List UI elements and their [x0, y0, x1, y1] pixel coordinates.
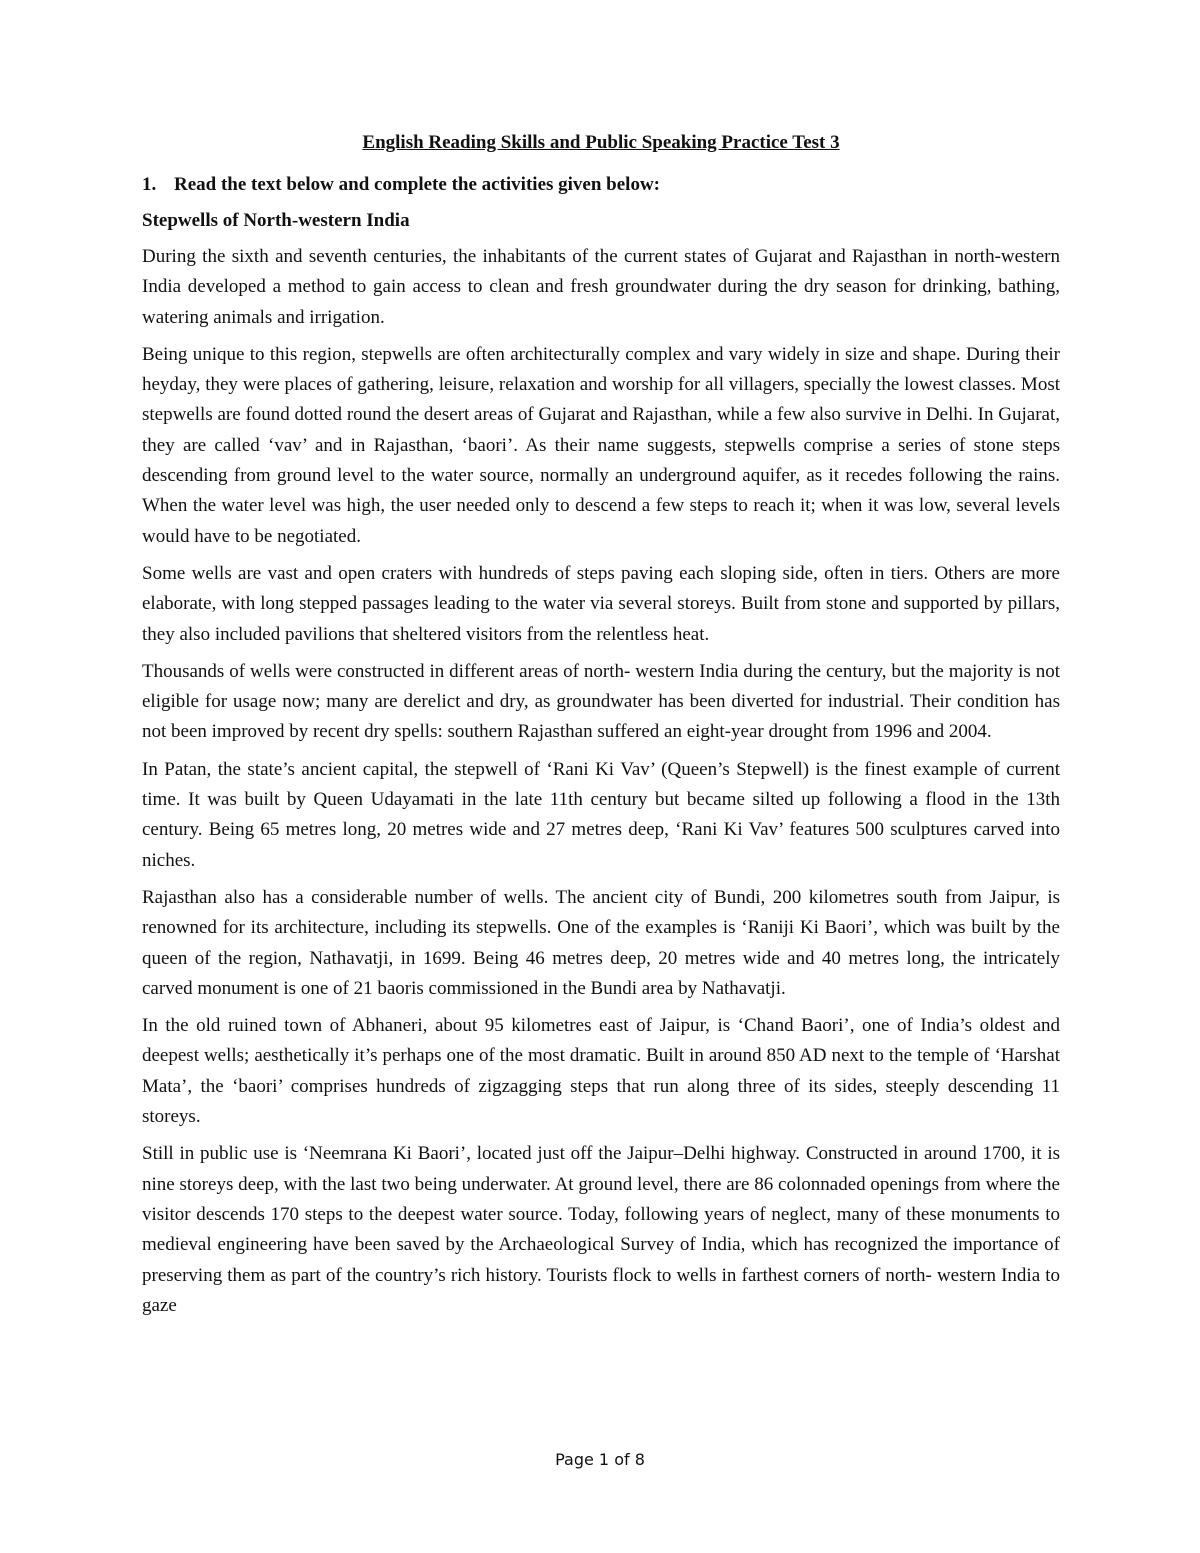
passage-paragraph-6: Rajasthan also has a considerable number of wells. The ancient city of Bundi, 200 kilometres south from Jaipur, is renowned for its architecture, including its stepwells. One of the examples is ‘Raniji Ki Baori’, which was built by the queen of the region, Nathavatji, in 1699. Being 46 metres deep, 20 metres wide and 40 metres long, the intricately carved monument is one of 21 baoris commissioned in the Bundi area by Nathavatji. — [142, 886, 1060, 999]
page-number-label: Page 1 of 8 — [555, 1450, 645, 1469]
passage-paragraph-2: Being unique to this region, stepwells are often architecturally complex and vary widely in size and shape. During their heyday, they were places of gathering, leisure, relaxation and worship for all villagers, specially the lowest classes. Most stepwells are found dotted round the desert areas of Gujarat and Rajasthan, while a few also survive in Delhi. In Gujarat, they are called ‘vav’ and in Rajasthan, ‘baori’. As their name suggests, stepwells comprise a series of stone steps descending from ground level to the water source, normally an underground aquifer, as it recedes following the rains. When the water level was high, the user needed only to descend a few steps to reach it; when it was low, several levels would have to be negotiated. — [142, 343, 1060, 547]
question-prompt — [142, 170, 1060, 200]
document-body — [142, 128, 1060, 1328]
passage-paragraph-8: Still in public use is ‘Neemrana Ki Baori’, located just off the Jaipur–Delhi highway. Constructed in around 1700, it is nine storeys deep, with the last two being underwater. At ground level, there are 86 colonnaded openings from where the visitor descends 170 steps to the deepest water source. Today, following years of neglect, many of these monuments to medieval engineering have been saved by the Archaeological Survey of India, which has recognized the importance of preserving them as part of the country’s rich history. Tourists flock to wells in farthest corners of north- western India to gaze — [142, 1143, 1060, 1316]
passage-paragraph-5: In Patan, the state’s ancient capital, the stepwell of ‘Rani Ki Vav’ (Queen’s Stepwell) is the finest example of current time. It was built by Queen Udayamati in the late 11th century but became silted up following a flood in the 13th century. Being 65 metres long, 20 metres wide and 27 metres deep, ‘Rani Ki Vav’ features 500 sculptures carved into niches. — [142, 758, 1060, 871]
passage-paragraph-3: Some wells are vast and open craters with hundreds of steps paving each sloping side, often in tiers. Others are more elaborate, with long stepped passages leading to the water via several storeys. Built from stone and supported by pillars, they also included pavilions that sheltered visitors from the relentless heat. — [142, 562, 1060, 645]
question-text: Read the text below and complete the activities given below: — [174, 174, 661, 195]
passage-paragraph-7: In the old ruined town of Abhaneri, about 95 kilometres east of Jaipur, is ‘Chand Baori’, one of India’s oldest and deepest wells; aesthetically it’s perhaps one of the most dramatic. Built in around 850 AD next to the temple of ‘Harshat Mata’, the ‘baori’ comprises hundreds of zigzagging steps that run along three of its sides, steeply descending 11 storeys. — [142, 1015, 1060, 1128]
passage-paragraph-4: Thousands of wells were constructed in different areas of north- western India during the century, but the majority is not eligible for usage now; many are derelict and dry, as groundwater has been diverted for industrial. Their condition has not been improved by recent dry spells: southern Rajasthan suffered an eight-year drought from 1996 and 2004. — [142, 660, 1060, 743]
passage-heading: Stepwells of North-western India — [142, 210, 410, 231]
passage-paragraph-1: During the sixth and seventh centuries, the inhabitants of the current states of Gujarat and Rajasthan in north-western India developed a method to gain access to clean and fresh groundwater during the dry season for drinking, bathing, watering animals and irrigation. — [142, 246, 1060, 328]
document-title: English Reading Skills and Public Speaking Practice Test 3 — [362, 132, 840, 153]
question-number: 1. — [142, 174, 157, 195]
page-footer — [0, 1450, 1200, 1469]
